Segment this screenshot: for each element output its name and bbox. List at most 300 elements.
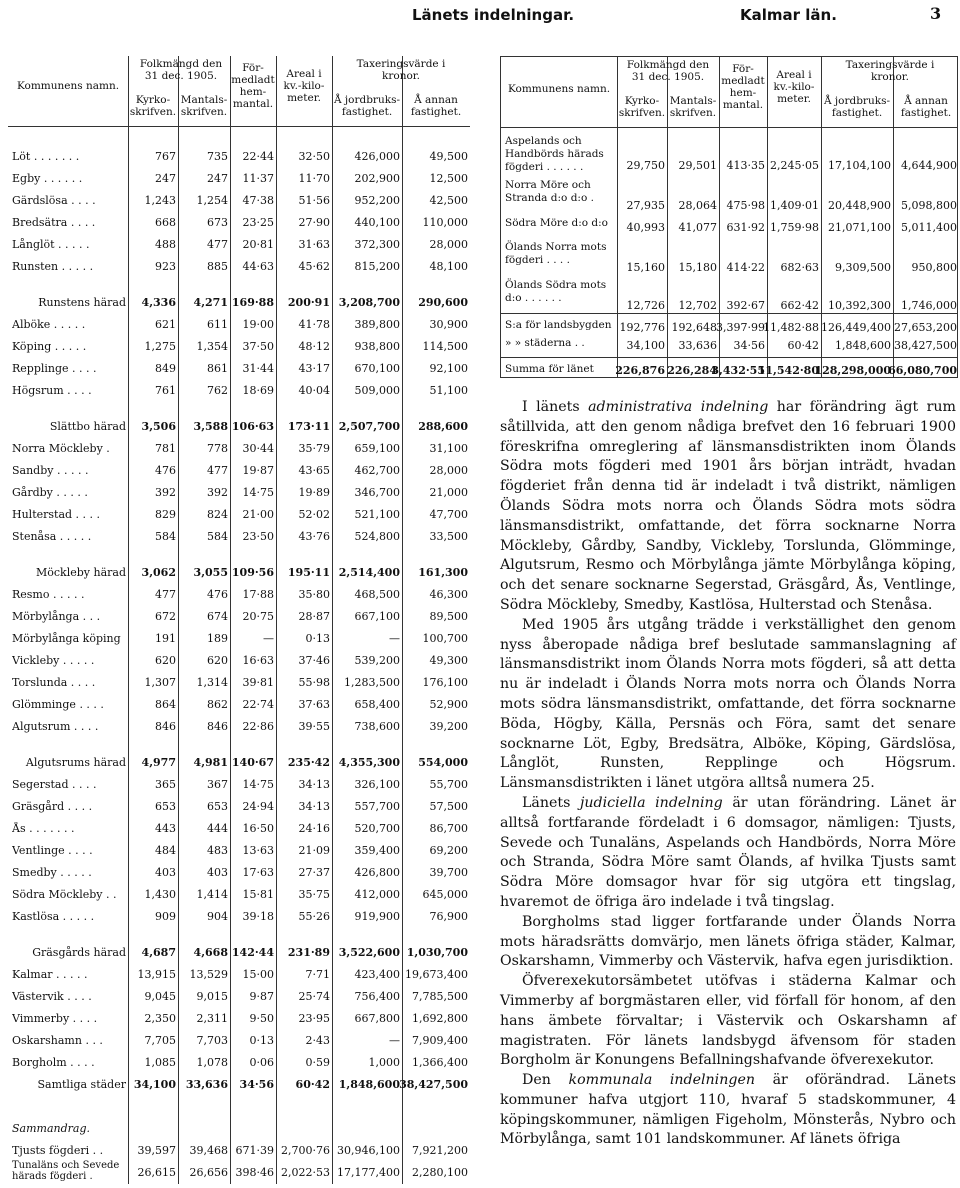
table-row	[8, 650, 470, 672]
cell: 31·44	[242, 362, 274, 375]
cell: 9,309,500	[835, 261, 891, 274]
table-row	[501, 135, 959, 175]
cell: 34·13	[298, 800, 330, 813]
cell: —	[389, 1034, 400, 1047]
table-row	[8, 314, 470, 336]
cell: 14·75	[242, 486, 274, 499]
rcol-tax: Taxeringsvärde i kronor.	[845, 59, 935, 83]
table-summary-row	[8, 292, 470, 314]
row-label: Västervik . . . .	[12, 990, 92, 1003]
table-summary-row	[501, 363, 959, 379]
cell: 4,687	[141, 946, 176, 959]
table-row	[501, 337, 959, 355]
right-statistics-table	[500, 56, 958, 378]
table-row	[8, 256, 470, 278]
row-label: Kalmar . . . . .	[12, 968, 88, 981]
table-row	[8, 906, 470, 928]
cell: 923	[155, 260, 176, 273]
row-label: Ventlinge . . . .	[12, 844, 93, 857]
row-label: Vickleby . . . . .	[12, 654, 95, 667]
left-statistics-table	[8, 56, 470, 1184]
cell: 1,254	[196, 194, 228, 207]
cell: 645,000	[422, 888, 468, 901]
cell: 4,977	[141, 756, 176, 769]
cell: 584	[155, 530, 176, 543]
table-row	[501, 179, 959, 213]
cell: 11·37	[242, 172, 274, 185]
cell: 247	[155, 172, 176, 185]
table-row	[8, 716, 470, 738]
table-row	[8, 234, 470, 256]
paragraph-6: Den kommunala indelningen är oförändrad. Länets kommuner hafva utgjort 110, hvaraf 5 stadskommuner, 4 köpingskommuner, nämligen Figeholm, Mönsterås, Nybro och Mörbylånga, samt 101 landskommuner. Af länets öfriga	[500, 1072, 957, 1148]
paragraph-2: Med 1905 års utgång trädde i verkställighet den genom nyss åberopade nådiga bref beslutade sammanslagning af länsmansdistrikt inom Ölands Norra mots fögderi, så att detta nu är indeladt i Ölands Norra mots norra och Ölands Norra mots södra länsmansdistrikt, omfattande, det förra socknarne Böda, Högby, Källa, Persnäs och Föra, samt det senare socknarne Löt, Egby, Bredsätra, Alböke, Köping, Gärdslösa, Långlöt, Runsten, Repplinge och Högsrum. Länsmansdistrikten i länet utgöra alltså numera 25.	[500, 616, 956, 792]
paragraph-4: Borgholms stad ligger fortfarande under Ölands Norra mots häradsrätts domvärjo, men länets öfriga städer, Kalmar, Oskarshamn, Vimmerby och Västervik, hafva egen jurisdiktion.	[500, 913, 956, 970]
cell: 668	[155, 216, 176, 229]
row-label: Södra Möre d:o d:o	[505, 217, 608, 229]
cell: 52,900	[429, 698, 468, 711]
cell: 7,909,400	[412, 1034, 468, 1047]
paragraph-5: Öfverexekutorsämbetet utöfvas i städerna Kalmar och Vimmerby af borgmästaren eller, vid förfall för honom, af den hans ämbete förvaltar; i Västervik och Oskarshamn af magistraten. För länets landsbygd äfvensom för staden Borgholm är Konungens Befallningshafvande öfverexekutor.	[500, 973, 956, 1069]
cell: 57,500	[429, 800, 468, 813]
cell: 5,011,400	[901, 221, 957, 234]
cell: 520,700	[354, 822, 400, 835]
row-label: Glömminge . . . .	[12, 698, 104, 711]
cell: 9,045	[144, 990, 176, 1003]
cell: 3,055	[193, 566, 228, 579]
row-label: Alböke . . . . .	[12, 318, 86, 331]
cell: 2,350	[144, 1012, 176, 1025]
cell: 846	[207, 720, 228, 733]
cell: 28·87	[298, 610, 330, 623]
row-label: Smedby . . . . .	[12, 866, 92, 879]
row-label: Segerstad . . . .	[12, 778, 97, 791]
row-label: Borgholm . . . .	[12, 1056, 95, 1069]
cell: 413·35	[726, 159, 765, 172]
cell: 398·46	[235, 1166, 274, 1179]
cell: 2,022·53	[281, 1166, 330, 1179]
row-label: Tunaläns och Sevede härads fögderi .	[12, 1160, 120, 1182]
row-label: Sandby . . . . .	[12, 464, 89, 477]
cell: 9·87	[249, 990, 274, 1003]
cell: —	[263, 632, 274, 645]
cell: 11,542·80	[757, 364, 819, 377]
cell: 27,653,200	[894, 321, 957, 334]
table-row	[8, 460, 470, 482]
cell: 39·18	[242, 910, 274, 923]
row-label: Oskarshamn . . .	[12, 1034, 103, 1047]
cell: 17,104,100	[828, 159, 891, 172]
table-row	[8, 862, 470, 884]
cell: 200·91	[287, 296, 330, 309]
cell: 30·44	[242, 442, 274, 455]
cell: 659,100	[354, 442, 400, 455]
cell: 667,800	[354, 1012, 400, 1025]
cell: 30,946,100	[337, 1144, 400, 1157]
cell: 39·81	[242, 676, 274, 689]
cell: 189	[207, 632, 228, 645]
cell: 21,000	[429, 486, 468, 499]
cell: 476	[207, 588, 228, 601]
cell: 21·09	[298, 844, 330, 857]
rcol-folk: Folkmängd den 31 dec. 1905.	[626, 59, 710, 83]
cell: 192,776	[619, 321, 665, 334]
cell: 2·43	[305, 1034, 330, 1047]
row-label: Ås . . . . . . .	[12, 822, 75, 835]
page-number: 3	[930, 4, 942, 23]
table-summary-row	[8, 416, 470, 438]
cell: 39,200	[429, 720, 468, 733]
cell: 423,400	[354, 968, 400, 981]
rcol-mantal: För- medladt hem- mantal.	[721, 63, 765, 111]
cell: 45·62	[298, 260, 330, 273]
cell: 51·56	[298, 194, 330, 207]
row-label: Ölands Norra mots fögderi . . . .	[505, 241, 607, 266]
cell: 33,500	[429, 530, 468, 543]
cell: 849	[155, 362, 176, 375]
cell: 0·13	[249, 1034, 274, 1047]
cell: 0·59	[305, 1056, 330, 1069]
cell: 24·94	[242, 800, 274, 813]
cell: 17,177,400	[337, 1166, 400, 1179]
cell: 23·95	[298, 1012, 330, 1025]
cell: 31·63	[298, 238, 330, 251]
table-summary-row	[8, 1074, 470, 1096]
cell: 27·90	[298, 216, 330, 229]
cell: 20·75	[242, 610, 274, 623]
cell: 7,785,500	[412, 990, 468, 1003]
row-label: Norra Möre och Stranda d:o d:o .	[505, 179, 594, 204]
row-label: Bredsätra . . . .	[12, 216, 96, 229]
table-row	[8, 1052, 470, 1074]
cell: 13,915	[137, 968, 176, 981]
table-row	[8, 840, 470, 862]
row-label: Algutsrums härad	[25, 756, 126, 769]
col-folk: Folkmängd den 31 dec. 1905.	[139, 58, 223, 82]
cell: 7,921,200	[412, 1144, 468, 1157]
cell: 403	[207, 866, 228, 879]
cell: 389,800	[354, 318, 400, 331]
page-header	[0, 0, 960, 24]
table-row	[8, 482, 470, 504]
cell: 191	[155, 632, 176, 645]
cell: 1,848,600	[338, 1078, 400, 1091]
cell: 1,366,400	[412, 1056, 468, 1069]
cell: 41·78	[298, 318, 330, 331]
cell: 17·88	[242, 588, 274, 601]
cell: 39,700	[429, 866, 468, 879]
cell: 11,482·88	[763, 321, 819, 334]
table-row	[501, 319, 959, 337]
cell: 673	[207, 216, 228, 229]
rcol-kommun: Kommunens namn.	[507, 83, 611, 95]
cell: 1,275	[144, 340, 176, 353]
table-row	[501, 279, 959, 313]
cell: 2,280,100	[412, 1166, 468, 1179]
row-label: Gräsgårds härad	[32, 946, 126, 959]
cell: 756,400	[354, 990, 400, 1003]
cell: 1,354	[196, 340, 228, 353]
cell: 761	[155, 384, 176, 397]
row-label: S:a för landsbygden	[505, 319, 612, 331]
cell: 33,636	[678, 339, 717, 352]
cell: 4,355,300	[338, 756, 400, 769]
cell: 19,673,400	[405, 968, 468, 981]
col-jord: Å jordbruks- fastighet.	[333, 94, 401, 118]
table-row	[8, 190, 470, 212]
col-mantal: För- medladt hem- mantal.	[231, 62, 275, 110]
cell: 55,700	[429, 778, 468, 791]
cell: 392	[207, 486, 228, 499]
cell: 1,848,600	[835, 339, 891, 352]
cell: 40·04	[298, 384, 330, 397]
cell: 2,311	[196, 1012, 228, 1025]
table-row	[8, 146, 470, 168]
cell: 778	[207, 442, 228, 455]
table-row	[8, 504, 470, 526]
cell: 43·76	[298, 530, 330, 543]
cell: 1,283,500	[344, 676, 400, 689]
cell: 557,700	[354, 800, 400, 813]
table-summary-row	[8, 752, 470, 774]
cell: 738,600	[354, 720, 400, 733]
cell: 19·87	[242, 464, 274, 477]
cell: 483	[207, 844, 228, 857]
cell: 14·75	[242, 778, 274, 791]
table-row	[8, 584, 470, 606]
row-label: Summa för länet	[505, 363, 594, 375]
cell: 11·70	[298, 172, 330, 185]
paragraph-1: I länets administrativa indelning har förändring ägt rum såtillvida, att den genom nådiga brefvet den 16 februari 1900 föreskrifna omreglering af länsmansdistrikten inom Ölands Södra mots fögderi med 1901 års början inträdt, hvadan fögderiet från denna tid är indeladt i två distrikt, nämligen Ölands Södra mots norra och Ölands Södra mots södra länsmansdistrikt, omfattande, det förra socknarne Norra Möckleby, Gårdby, Sandby, Vickleby, Torslunda, Glömminge, Algutsrum, Resmo och Mörbylånga jämte Mörbylånga köping, och det senare socknarne Segerstad, Gräsgård, Ås, Ventlinge, Södra Möckleby, Smedby, Kastlösa, Hulterstad och Stenåsa.	[500, 399, 956, 613]
cell: 1,692,800	[412, 1012, 468, 1025]
cell: 443	[155, 822, 176, 835]
cell: 29,750	[626, 159, 665, 172]
cell: 176,100	[422, 676, 468, 689]
cell: 671·39	[235, 1144, 274, 1157]
cell: 16·50	[242, 822, 274, 835]
table-row	[8, 212, 470, 234]
table-row	[8, 964, 470, 986]
table-row	[501, 241, 959, 275]
cell: 4,336	[141, 296, 176, 309]
cell: 444	[207, 822, 228, 835]
cell: 392	[155, 486, 176, 499]
header-left-title: Länets indelningar.	[412, 6, 575, 24]
table-row	[8, 694, 470, 716]
cell: 846	[155, 720, 176, 733]
cell: 288,600	[418, 420, 468, 433]
cell: 34·56	[733, 339, 765, 352]
cell: 15·00	[242, 968, 274, 981]
cell: 41,077	[678, 221, 717, 234]
cell: 658,400	[354, 698, 400, 711]
cell: 7,703	[196, 1034, 228, 1047]
cell: 403	[155, 866, 176, 879]
cell: 611	[207, 318, 228, 331]
row-label: Södra Möckleby . .	[12, 888, 117, 901]
paragraph-3: Länets judiciella indelning är utan förändring. Länet är alltså fortfarande fördeladt i 6 domsagor, nämligen: Tjusts, Sevede och Tunaläns, Aspelands och Handbörds, Norra Möre och Stranda, Södra Möre samt Ölands, af hvilka Tjusts samt Södra Möre domsagor hvar för sig utgöra ett tingslag, hvaremot de öfriga äro indelade i två tingslag.	[500, 794, 956, 910]
row-label: Köping . . . . .	[12, 340, 87, 353]
rcol-annan: Å annan fastighet.	[900, 95, 952, 119]
row-label: Egby . . . . . .	[12, 172, 83, 185]
cell: 412,000	[354, 888, 400, 901]
cell: 290,600	[418, 296, 468, 309]
row-label: Möckleby härad	[36, 566, 126, 579]
table-row	[8, 796, 470, 818]
cell: 631·92	[726, 221, 765, 234]
cell: 52·02	[298, 508, 330, 521]
cell: 47·38	[242, 194, 274, 207]
table-row	[8, 818, 470, 840]
cell: 1,085	[144, 1056, 176, 1069]
cell: 48,100	[429, 260, 468, 273]
cell: 1,307	[144, 676, 176, 689]
cell: 20,448,900	[828, 199, 891, 212]
cell: 31,100	[429, 442, 468, 455]
table-summary-row	[8, 562, 470, 584]
cell: 161,300	[418, 566, 468, 579]
table-row	[8, 1030, 470, 1052]
cell: 2,507,700	[338, 420, 400, 433]
cell: 235·42	[287, 756, 330, 769]
row-label: Norra Möckleby .	[12, 442, 110, 455]
cell: 13·63	[242, 844, 274, 857]
body-text	[500, 398, 956, 1150]
cell: 7,705	[144, 1034, 176, 1047]
table-row	[8, 336, 470, 358]
cell: 18·69	[242, 384, 274, 397]
cell: 12,726	[626, 299, 665, 312]
cell: 39,468	[189, 1144, 228, 1157]
cell: 226,876	[615, 364, 665, 377]
cell: 24·16	[298, 822, 330, 835]
col-mantals: Mantals- skrifven.	[180, 94, 228, 118]
cell: 140·67	[231, 756, 274, 769]
cell: 37·50	[242, 340, 274, 353]
cell: 4,644,900	[901, 159, 957, 172]
cell: 1,409·01	[770, 199, 819, 212]
cell: 48·12	[298, 340, 330, 353]
cell: 40,993	[626, 221, 665, 234]
cell: 39,597	[137, 1144, 176, 1157]
row-label: Slättbo härad	[49, 420, 126, 433]
cell: 861	[207, 362, 228, 375]
cell: 12,702	[678, 299, 717, 312]
cell: 521,100	[354, 508, 400, 521]
cell: 3,208,700	[338, 296, 400, 309]
cell: 23·25	[242, 216, 274, 229]
cell: 662·42	[780, 299, 819, 312]
cell: 26,656	[189, 1166, 228, 1179]
cell: 23·50	[242, 530, 274, 543]
cell: 16·63	[242, 654, 274, 667]
cell: 426,800	[354, 866, 400, 879]
cell: 28,000	[429, 464, 468, 477]
table-row	[8, 628, 470, 650]
cell: 392·67	[726, 299, 765, 312]
cell: 367	[207, 778, 228, 791]
cell: 43·65	[298, 464, 330, 477]
cell: 1,759·98	[770, 221, 819, 234]
row-label: » » städerna . .	[505, 337, 585, 349]
row-label: Vimmerby . . . .	[12, 1012, 98, 1025]
cell: 142·44	[231, 946, 274, 959]
cell: 414·22	[726, 261, 765, 274]
cell: 1,078	[196, 1056, 228, 1069]
cell: 128,298,000	[814, 364, 891, 377]
cell: 27·37	[298, 866, 330, 879]
cell: 195·11	[287, 566, 330, 579]
cell: 0·06	[249, 1056, 274, 1069]
cell: 55·26	[298, 910, 330, 923]
cell: 426,000	[354, 150, 400, 163]
cell: 365	[155, 778, 176, 791]
col-annan: Å annan fastighet.	[410, 94, 462, 118]
cell: 49,300	[429, 654, 468, 667]
cell: 862	[207, 698, 228, 711]
cell: 682·63	[780, 261, 819, 274]
cell: 3,506	[141, 420, 176, 433]
cell: 19·00	[242, 318, 274, 331]
cell: 9,015	[196, 990, 228, 1003]
cell: 2,700·76	[281, 1144, 330, 1157]
cell: 21,071,100	[828, 221, 891, 234]
cell: 22·74	[242, 698, 274, 711]
row-label: Algutsrum . . . .	[12, 720, 99, 733]
cell: 462,700	[354, 464, 400, 477]
cell: 815,200	[354, 260, 400, 273]
cell: 114,500	[422, 340, 468, 353]
cell: 554,000	[418, 756, 468, 769]
cell: 51,100	[429, 384, 468, 397]
cell: 950,800	[911, 261, 957, 274]
cell: 9·50	[249, 1012, 274, 1025]
cell: 19·89	[298, 486, 330, 499]
table-row	[8, 1140, 470, 1162]
cell: 106·63	[231, 420, 274, 433]
cell: 1,314	[196, 676, 228, 689]
rcol-kyrko: Kyrko- skrifven.	[618, 95, 666, 119]
cell: 46,300	[429, 588, 468, 601]
cell: 2,514,400	[338, 566, 400, 579]
col-areal: Areal i kv.-kilo- meter.	[283, 68, 325, 104]
table-row	[8, 1162, 470, 1184]
table-row	[501, 217, 959, 237]
cell: 621	[155, 318, 176, 331]
cell: 524,800	[354, 530, 400, 543]
cell: 35·79	[298, 442, 330, 455]
cell: 509,000	[354, 384, 400, 397]
header-right-title: Kalmar län.	[740, 6, 837, 24]
cell: 43·17	[298, 362, 330, 375]
cell: 620	[155, 654, 176, 667]
cell: 1,000	[368, 1056, 400, 1069]
row-label: Långlöt . . . . .	[12, 238, 90, 251]
cell: 39·55	[298, 720, 330, 733]
cell: 824	[207, 508, 228, 521]
rcol-mantals: Mantals- skrifven.	[669, 95, 717, 119]
cell: 44·63	[242, 260, 274, 273]
cell: 110,000	[422, 216, 468, 229]
cell: 477	[155, 588, 176, 601]
cell: 34·56	[239, 1078, 274, 1091]
cell: 735	[207, 150, 228, 163]
cell: 620	[207, 654, 228, 667]
cell: 35·80	[298, 588, 330, 601]
cell: 109·56	[231, 566, 274, 579]
cell: 484	[155, 844, 176, 857]
table-row	[8, 526, 470, 548]
cell: 92,100	[429, 362, 468, 375]
